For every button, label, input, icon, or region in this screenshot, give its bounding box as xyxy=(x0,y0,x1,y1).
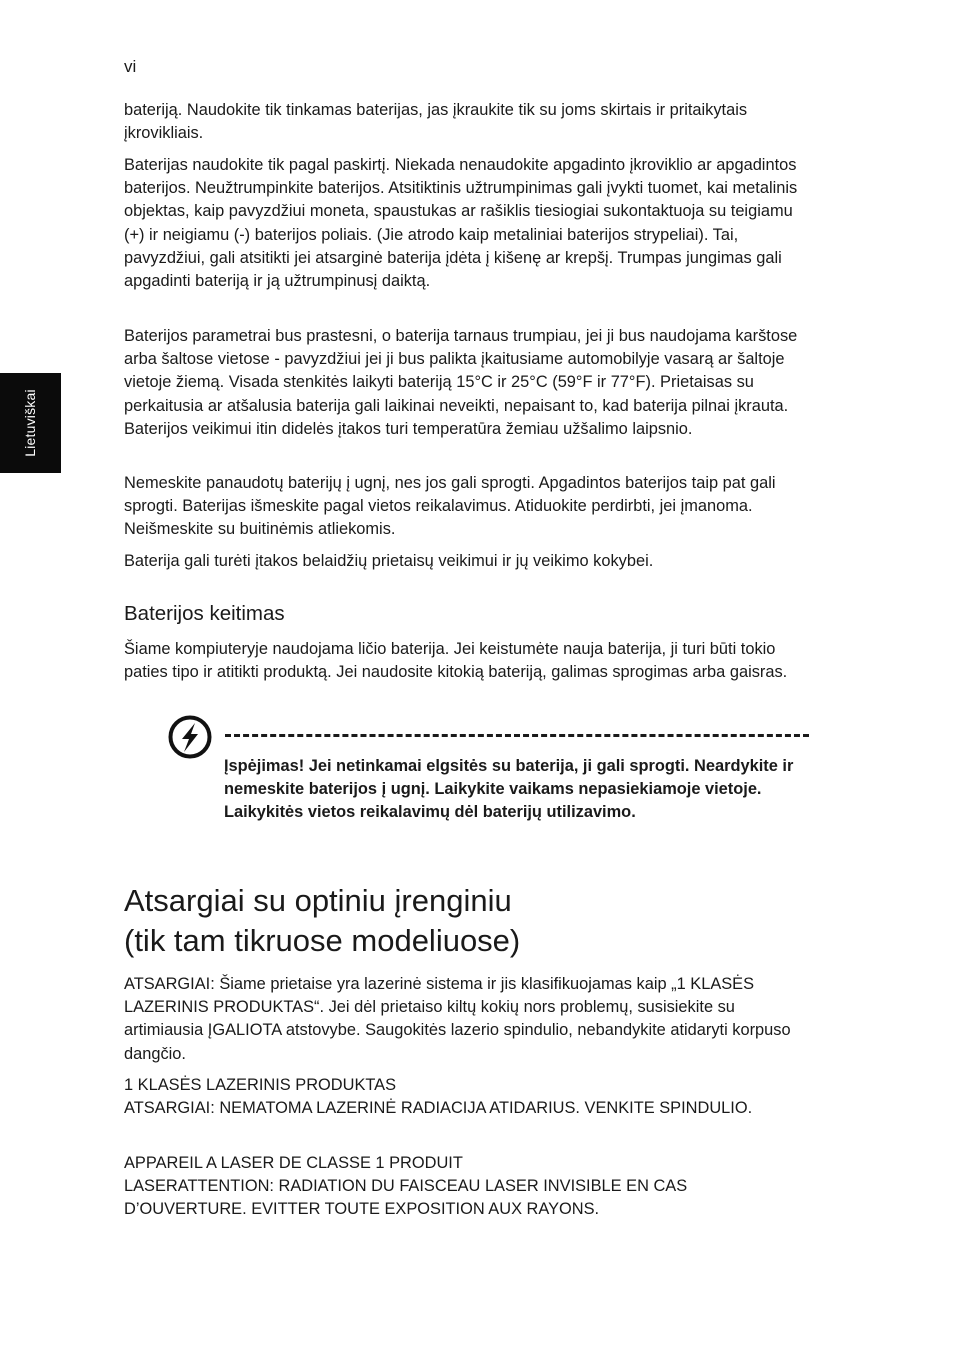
page-number: vi xyxy=(124,57,137,76)
battery-replacement-heading: Baterijos keitimas xyxy=(124,602,285,625)
optical-section-heading xyxy=(124,881,520,961)
warning-text: Įspėjimas! Jei netinkamai elgsitės su baterija, ji gali sprogti. Neardykite ir nemeskite baterijos į ugnį. Laikykite vaikams nepasiekiamoje vietoje. Laikykitės vietos reikalavimų dėl baterijų utilizavimo. xyxy=(224,757,794,822)
language-tab-label: Lietuviškai xyxy=(22,389,38,457)
battery-paragraph-3 xyxy=(124,325,814,441)
paragraph-line: LASERATTENTION: RADIATION DU FAISCEAU LASER INVISIBLE EN CAS D’OUVERTURE. EVITTER TOUTE EXPOSITION AUX RAYONS. xyxy=(124,1177,688,1219)
battery-paragraph-4 xyxy=(124,472,814,542)
paragraph-text: Baterijas naudokite tik pagal paskirtį. Niekada nenaudokite apgadinto įkroviklio ar apgadintos baterijos. Neužtrumpinkite baterijos. Atsitiktinis užtrumpinimas gali įvykti tuomet, kai metalinis objektas, kaip pavyzdžiui moneta, spaustukas ar rašiklis tiesiogiai sukontaktuoja su teigiamu (+) ir neigiamu (-) baterijos poliais. (Jie atrodo kaip metaliniai baterijos strypeliai). Tai, pavyzdžiui, gali atsitikti jei atsarginė baterija įdėta į kišenę ar krepšį. Trumpas jungimas gali apgadinti bateriją ir ją užtrumpinusį daiktą. xyxy=(124,156,798,291)
paragraph-line: 1 KLASĖS LAZERINIS PRODUKTAS xyxy=(124,1076,397,1094)
paragraph-text: Baterija gali turėti įtakos belaidžių prietaisų veikimui ir jų veikimo kokybei. xyxy=(124,552,654,570)
paragraph-line: APPAREIL A LASER DE CLASSE 1 PRODUIT xyxy=(124,1154,463,1172)
battery-paragraph-5 xyxy=(124,550,814,573)
optical-paragraph-1 xyxy=(124,973,814,1066)
warning-lightning-icon xyxy=(168,715,212,759)
optical-paragraph-2 xyxy=(124,1074,814,1120)
battery-paragraph-2 xyxy=(124,154,814,293)
warning-dashed-rule xyxy=(225,734,809,737)
paragraph-text: Baterijos parametrai bus prastesni, o baterija tarnaus trumpiau, jei ji bus naudojama karštose arba šaltose vietose - pavyzdžiui jei ji bus palikta įkaitusiame automobilyje vasarą ar šaltoje vietoje žiemą. Visada stenkitės laikyti bateriją 15°C ir 25°C (59°F ir 77°F). Prietaisas su perkaitusia ar atšalusia baterija gali laikinai neveikti, nepaisant to, kad baterija pilnai įkrauta. Baterijos veikimui itin didelės įtakos turi temperatūra žemiau užšalimo laipsnio. xyxy=(124,327,798,438)
battery-paragraph-1 xyxy=(124,99,814,145)
paragraph-line: ATSARGIAI: NEMATOMA LAZERINĖ RADIACIJA ATIDARIUS. VENKITE SPINDULIO. xyxy=(124,1099,753,1118)
paragraph-text: Nemeskite panaudotų baterijų į ugnį, nes jos gali sprogti. Apgadintos baterijos taip pat gali sprogti. Baterijas išmeskite pagal vietos reikalavimus. Atiduokite perdirbti, jei įmanoma. Neišmeskite su buitinėmis atliekomis. xyxy=(124,474,776,539)
paragraph-text: ATSARGIAI: Šiame prietaise yra lazerinė sistema ir jis klasifikuojamas kaip „1 KLASĖS LAZERINIS PRODUKTAS“. Jei dėl prietaiso kiltų kokių nors problemų, susisiekite su artimiausia ĮGALIOTA atstovybe. Saugokitės lazerio spindulio, nebandykite atidaryti korpuso dangčio. xyxy=(124,975,791,1063)
paragraph-text: bateriją. Naudokite tik tinkamas baterijas, jas įkraukite tik su joms skirtais ir pritaikytais įkrovikliais. xyxy=(124,101,748,143)
heading-line-2: (tik tam tikruose modeliuose) xyxy=(124,923,521,958)
paragraph-text: Šiame kompiuteryje naudojama ličio baterija. Jei keistumėte nauja baterija, ji turi būti tokio paties tipo ir atitikti produktą. Jei naudosite kitokią bateriją, galimas sprogimas arba gaisras. xyxy=(124,640,788,682)
language-tab xyxy=(0,373,61,473)
battery-replacement-paragraph xyxy=(124,638,814,684)
optical-paragraph-3 xyxy=(124,1152,814,1222)
heading-line-1: Atsargiai su optiniu įrenginiu xyxy=(124,883,512,918)
